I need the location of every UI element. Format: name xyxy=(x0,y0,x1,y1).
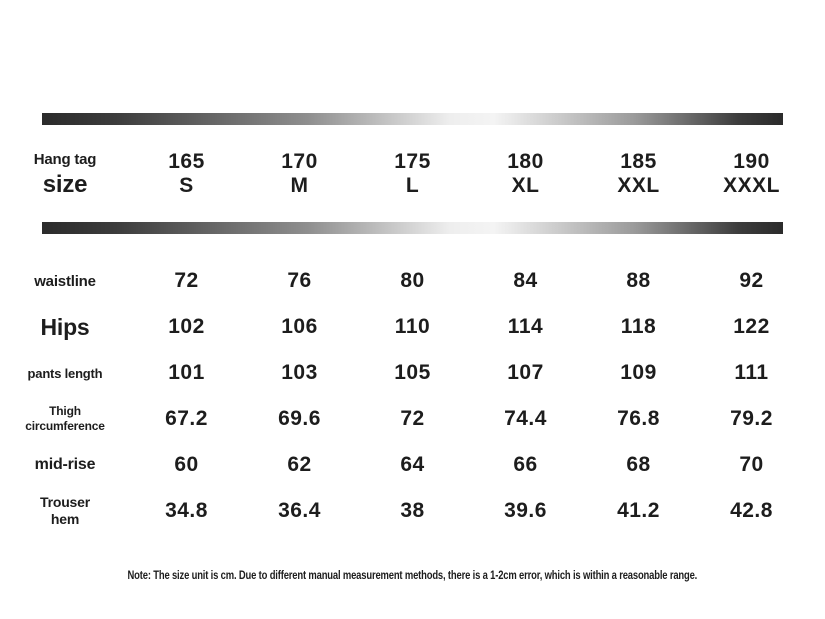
value-cell xyxy=(130,442,243,488)
value-cell xyxy=(469,258,582,304)
value-cell xyxy=(356,442,469,488)
row-label-trouser-hem xyxy=(0,488,130,534)
measurement-value: 39.6 xyxy=(504,499,547,522)
row-label-hips xyxy=(0,304,130,350)
value-cell xyxy=(695,258,808,304)
measurement-value: 72 xyxy=(400,407,425,430)
measurement-note xyxy=(0,566,825,585)
measurement-value: 110 xyxy=(394,315,431,338)
value-cell xyxy=(130,488,243,534)
value-cell xyxy=(356,258,469,304)
row-label-text-line1: Trouser xyxy=(40,494,90,510)
measurement-value: 76.8 xyxy=(617,407,660,430)
measurement-value: 66 xyxy=(513,453,538,476)
measurement-value: 114 xyxy=(507,315,544,338)
measurement-value: 106 xyxy=(281,315,318,338)
size-letter-label: M xyxy=(290,173,309,197)
row-label-text: pants length xyxy=(27,365,103,381)
measurement-value: 102 xyxy=(168,315,205,338)
row-label-text-line2: hem xyxy=(50,511,80,527)
height-label: 190 xyxy=(733,149,770,173)
middle-divider-bar xyxy=(42,222,783,234)
height-label: 170 xyxy=(281,149,318,173)
measurement-value: 60 xyxy=(174,453,199,476)
size-chart-body xyxy=(0,258,808,534)
size-letter-label: XL xyxy=(511,173,540,197)
value-cell xyxy=(356,396,469,442)
value-cell xyxy=(130,396,243,442)
value-cell xyxy=(130,258,243,304)
measurement-value: 67.2 xyxy=(165,407,208,430)
measurement-value: 109 xyxy=(620,361,657,384)
size-col-header xyxy=(356,125,469,222)
row-label-text-line2: circumference xyxy=(25,419,105,433)
measurement-value: 118 xyxy=(620,315,657,338)
hang-tag-label-line2: size xyxy=(42,170,88,198)
row-label-text-line1: Thigh xyxy=(49,404,81,418)
value-cell xyxy=(130,304,243,350)
height-label: 180 xyxy=(507,149,544,173)
value-cell xyxy=(243,258,356,304)
measurement-value: 68 xyxy=(626,453,651,476)
measurement-value: 38 xyxy=(400,499,425,522)
value-cell xyxy=(469,396,582,442)
value-cell xyxy=(469,442,582,488)
measurement-value: 107 xyxy=(507,361,544,384)
measurement-value: 101 xyxy=(168,361,205,384)
value-cell xyxy=(469,350,582,396)
row-label-thigh-circumference xyxy=(0,396,130,442)
value-cell xyxy=(582,488,695,534)
value-cell xyxy=(356,350,469,396)
value-cell xyxy=(243,304,356,350)
measurement-value: 103 xyxy=(281,361,318,384)
top-divider-bar xyxy=(42,113,783,125)
measurement-note-text: Note: The size unit is cm. Due to different manual measurement methods, there is a 1-2cm error, which is within a reasonable range. xyxy=(127,570,698,582)
measurement-value: 36.4 xyxy=(278,499,321,522)
hang-tag-size-label xyxy=(0,125,130,222)
row-label-pants-length xyxy=(0,350,130,396)
value-cell xyxy=(243,488,356,534)
row-label-text: Hips xyxy=(40,313,90,340)
measurement-value: 122 xyxy=(733,315,770,338)
value-cell xyxy=(243,350,356,396)
size-col-header xyxy=(582,125,695,222)
size-chart-header-row xyxy=(0,125,808,222)
row-label-text: waistline xyxy=(34,272,96,290)
size-letter-label: XXXL xyxy=(723,173,780,197)
measurement-value: 76 xyxy=(287,269,312,292)
measurement-value: 62 xyxy=(287,453,312,476)
measurement-value: 88 xyxy=(626,269,651,292)
measurement-value: 79.2 xyxy=(730,407,773,430)
value-cell xyxy=(130,350,243,396)
value-cell xyxy=(356,488,469,534)
measurement-value: 70 xyxy=(739,453,764,476)
height-label: 165 xyxy=(168,149,205,173)
value-cell xyxy=(356,304,469,350)
value-cell xyxy=(469,304,582,350)
row-label-waistline xyxy=(0,258,130,304)
hang-tag-label-line1: Hang tag xyxy=(33,150,97,168)
value-cell xyxy=(695,442,808,488)
value-cell xyxy=(582,396,695,442)
value-cell xyxy=(582,442,695,488)
measurement-value: 111 xyxy=(734,361,769,384)
row-label-mid-rise xyxy=(0,442,130,488)
value-cell xyxy=(582,350,695,396)
value-cell xyxy=(243,442,356,488)
measurement-value: 80 xyxy=(400,269,425,292)
measurement-value: 34.8 xyxy=(165,499,208,522)
measurement-value: 92 xyxy=(739,269,764,292)
size-col-header xyxy=(469,125,582,222)
size-letter-label: S xyxy=(179,173,194,197)
value-cell xyxy=(582,258,695,304)
size-letter-label: XXL xyxy=(617,173,660,197)
measurement-value: 69.6 xyxy=(278,407,321,430)
row-label-text: mid-rise xyxy=(34,456,96,473)
height-label: 185 xyxy=(620,149,657,173)
measurement-value: 72 xyxy=(174,269,199,292)
size-col-header xyxy=(695,125,808,222)
value-cell xyxy=(469,488,582,534)
measurement-value: 84 xyxy=(513,269,538,292)
measurement-value: 74.4 xyxy=(504,407,547,430)
size-col-header xyxy=(130,125,243,222)
value-cell xyxy=(243,396,356,442)
measurement-value: 64 xyxy=(400,453,425,476)
measurement-value: 42.8 xyxy=(730,499,773,522)
value-cell xyxy=(695,488,808,534)
value-cell xyxy=(695,304,808,350)
value-cell xyxy=(695,396,808,442)
size-letter-label: L xyxy=(405,173,420,197)
height-label: 175 xyxy=(394,149,431,173)
measurement-value: 41.2 xyxy=(617,499,660,522)
value-cell xyxy=(695,350,808,396)
measurement-value: 105 xyxy=(394,361,431,384)
size-col-header xyxy=(243,125,356,222)
value-cell xyxy=(582,304,695,350)
